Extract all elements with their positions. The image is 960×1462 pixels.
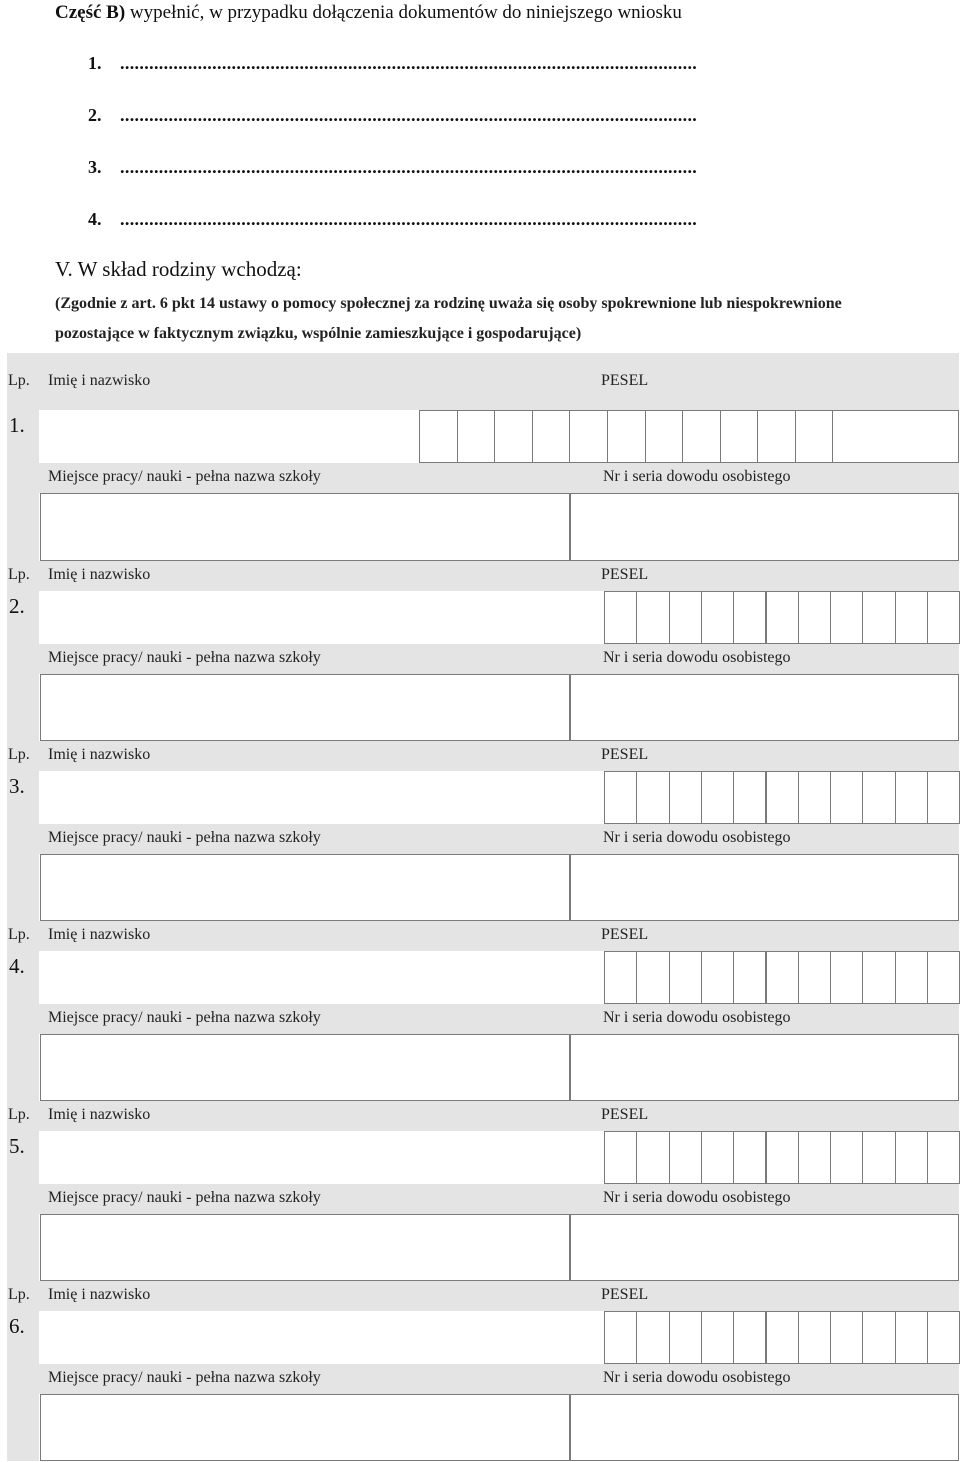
- lp-label: Lp.: [8, 566, 30, 583]
- pesel-digit-box[interactable]: [494, 410, 533, 463]
- attachment-line[interactable]: [88, 104, 697, 126]
- pesel-digit-box[interactable]: [607, 410, 646, 463]
- id-card-label: Nr i seria dowodu osobistego: [603, 829, 791, 846]
- pesel-label: PESEL: [601, 926, 649, 943]
- family-member-block: [7, 1101, 959, 1281]
- pesel-digit-box[interactable]: [669, 591, 702, 644]
- member-number: 4.: [9, 954, 25, 978]
- pesel-digit-box[interactable]: [798, 1311, 831, 1364]
- workplace-label: Miejsce pracy/ nauki - pełna nazwa szkoły: [48, 829, 321, 846]
- family-definition-note: (Zgodnie z art. 6 pkt 14 ustawy o pomocy społecznej za rodzinę uważa się osoby spokrewnione lub niespokrewnione: [55, 295, 842, 312]
- pesel-digit-box[interactable]: [720, 410, 759, 463]
- member-number: 5.: [9, 1134, 25, 1158]
- pesel-digit-box[interactable]: [604, 1311, 637, 1364]
- pesel-digit-box[interactable]: [798, 771, 831, 824]
- name-field[interactable]: [39, 591, 602, 644]
- pesel-digit-box[interactable]: [927, 1311, 960, 1364]
- pesel-digit-box[interactable]: [682, 410, 721, 463]
- pesel-digit-box[interactable]: [569, 410, 608, 463]
- pesel-digit-box[interactable]: [669, 1311, 702, 1364]
- lp-cell: [7, 1214, 39, 1281]
- lp-cell: [7, 674, 39, 741]
- attachment-number: 3.: [88, 157, 102, 177]
- workplace-field[interactable]: [40, 493, 570, 561]
- pesel-digit-box[interactable]: [798, 951, 831, 1004]
- pesel-label: PESEL: [601, 1106, 649, 1123]
- relationship-field[interactable]: [832, 410, 959, 463]
- attachment-line[interactable]: [88, 52, 697, 74]
- pesel-digit-box[interactable]: [645, 410, 684, 463]
- part-b-text: wypełnić, w przypadku dołączenia dokumentów do niniejszego wniosku: [129, 2, 682, 23]
- attachment-line[interactable]: [88, 208, 697, 230]
- pesel-digit-box[interactable]: [895, 951, 928, 1004]
- pesel-digit-box[interactable]: [604, 951, 637, 1004]
- pesel-label: PESEL: [601, 1286, 649, 1303]
- workplace-label: Miejsce pracy/ nauki - pełna nazwa szkoły: [48, 468, 321, 485]
- attachment-dots: .......................................................................................................................: [120, 209, 698, 229]
- pesel-digit-box[interactable]: [895, 771, 928, 824]
- pesel-digit-box[interactable]: [669, 771, 702, 824]
- pesel-digit-box[interactable]: [795, 410, 834, 463]
- pesel-digit-box[interactable]: [733, 951, 766, 1004]
- id-card-field[interactable]: [570, 1034, 959, 1101]
- pesel-digit-box[interactable]: [604, 771, 637, 824]
- part-b-heading: [55, 0, 682, 26]
- attachment-number: 2.: [88, 105, 102, 125]
- pesel-digit-box[interactable]: [669, 1131, 702, 1184]
- lp-cell: [7, 1034, 39, 1101]
- workplace-label: Miejsce pracy/ nauki - pełna nazwa szkoły: [48, 1009, 321, 1026]
- pesel-digit-box[interactable]: [701, 591, 734, 644]
- id-card-field[interactable]: [570, 1214, 959, 1281]
- pesel-digit-box[interactable]: [766, 591, 799, 644]
- id-card-label: Nr i seria dowodu osobistego: [603, 1189, 791, 1206]
- workplace-field[interactable]: [40, 1214, 570, 1281]
- workplace-field[interactable]: [40, 1034, 570, 1101]
- name-field[interactable]: [39, 410, 448, 463]
- pesel-digit-box[interactable]: [927, 591, 960, 644]
- pesel-digit-box[interactable]: [862, 771, 895, 824]
- id-card-field[interactable]: [570, 493, 959, 561]
- workplace-label: Miejsce pracy/ nauki - pełna nazwa szkoły: [48, 1369, 321, 1386]
- pesel-digit-box[interactable]: [766, 771, 799, 824]
- name-label: Imię i nazwisko: [48, 746, 151, 763]
- lp-label: Lp.: [8, 1286, 30, 1303]
- workplace-label: Miejsce pracy/ nauki - pełna nazwa szkoły: [48, 649, 321, 666]
- pesel-digit-box[interactable]: [636, 1131, 669, 1184]
- id-card-field[interactable]: [570, 854, 959, 921]
- name-label: Imię i nazwisko: [48, 566, 151, 583]
- lp-label: Lp.: [8, 372, 30, 389]
- family-member-block: [7, 921, 959, 1101]
- pesel-digit-box[interactable]: [701, 771, 734, 824]
- lp-cell: [7, 493, 39, 561]
- attachment-dots: .......................................................................................................................: [120, 53, 698, 73]
- family-definition-note: pozostające w faktycznym związku, wspólnie zamieszkujące i gospodarujące): [55, 325, 582, 342]
- pesel-digit-box[interactable]: [862, 951, 895, 1004]
- pesel-digit-box[interactable]: [701, 951, 734, 1004]
- part-b-label: Część B): [55, 2, 126, 23]
- name-label: Imię i nazwisko: [48, 1106, 151, 1123]
- family-member-block: [7, 1281, 959, 1461]
- pesel-digit-box[interactable]: [766, 951, 799, 1004]
- pesel-digit-box[interactable]: [733, 1131, 766, 1184]
- pesel-label: PESEL: [601, 746, 649, 763]
- member-number: 6.: [9, 1314, 25, 1338]
- id-card-label: Nr i seria dowodu osobistego: [603, 1009, 791, 1026]
- attachment-dots: .......................................................................................................................: [120, 105, 698, 125]
- workplace-field[interactable]: [40, 674, 570, 741]
- member-number: 1.: [9, 413, 25, 437]
- pesel-digit-box[interactable]: [895, 1311, 928, 1364]
- family-member-block: [7, 741, 959, 921]
- pesel-digit-box[interactable]: [636, 1311, 669, 1364]
- attachment-dots: .......................................................................................................................: [120, 157, 698, 177]
- pesel-digit-box[interactable]: [798, 1131, 831, 1184]
- pesel-digit-box[interactable]: [636, 951, 669, 1004]
- pesel-digit-box[interactable]: [457, 410, 496, 463]
- member-number: 3.: [9, 774, 25, 798]
- id-card-field[interactable]: [570, 1394, 959, 1461]
- lp-cell: [7, 854, 39, 921]
- pesel-digit-box[interactable]: [733, 1311, 766, 1364]
- pesel-label: PESEL: [601, 372, 649, 389]
- name-field[interactable]: [39, 1131, 602, 1184]
- pesel-digit-box[interactable]: [701, 1311, 734, 1364]
- id-card-label: Nr i seria dowodu osobistego: [603, 468, 791, 485]
- name-field[interactable]: [39, 771, 602, 824]
- pesel-digit-box[interactable]: [733, 591, 766, 644]
- name-label: Imię i nazwisko: [48, 372, 151, 389]
- pesel-digit-box[interactable]: [636, 591, 669, 644]
- pesel-label: PESEL: [601, 566, 649, 583]
- attachment-number: 1.: [88, 53, 102, 73]
- pesel-digit-box[interactable]: [862, 1311, 895, 1364]
- pesel-digit-box[interactable]: [862, 1131, 895, 1184]
- pesel-digit-box[interactable]: [766, 1311, 799, 1364]
- pesel-digit-box[interactable]: [830, 1131, 863, 1184]
- name-field[interactable]: [39, 1311, 602, 1364]
- pesel-digit-box[interactable]: [862, 591, 895, 644]
- pesel-digit-box[interactable]: [532, 410, 571, 463]
- pesel-digit-box[interactable]: [927, 1131, 960, 1184]
- pesel-digit-box[interactable]: [766, 1131, 799, 1184]
- workplace-label: Miejsce pracy/ nauki - pełna nazwa szkoły: [48, 1189, 321, 1206]
- pesel-digit-box[interactable]: [701, 1131, 734, 1184]
- lp-cell: [7, 1394, 39, 1461]
- pesel-digit-box[interactable]: [798, 591, 831, 644]
- workplace-field[interactable]: [40, 854, 570, 921]
- pesel-digit-box[interactable]: [830, 951, 863, 1004]
- lp-label: Lp.: [8, 746, 30, 763]
- pesel-digit-box[interactable]: [830, 1311, 863, 1364]
- relationship-header-cell: [832, 353, 959, 410]
- pesel-digit-box[interactable]: [604, 1131, 637, 1184]
- pesel-digit-box[interactable]: [830, 591, 863, 644]
- name-field[interactable]: [39, 951, 602, 1004]
- attachment-number: 4.: [88, 209, 102, 229]
- section-v-title: V. W skład rodziny wchodzą:: [55, 257, 302, 281]
- pesel-digit-box[interactable]: [895, 1131, 928, 1184]
- pesel-digit-box[interactable]: [733, 771, 766, 824]
- pesel-digit-box[interactable]: [419, 410, 458, 463]
- id-card-field[interactable]: [570, 674, 959, 741]
- workplace-field[interactable]: [40, 1394, 570, 1461]
- pesel-digit-box[interactable]: [830, 771, 863, 824]
- family-member-block: [7, 561, 959, 741]
- id-card-label: Nr i seria dowodu osobistego: [603, 1369, 791, 1386]
- pesel-digit-box[interactable]: [895, 591, 928, 644]
- pesel-digit-box[interactable]: [757, 410, 796, 463]
- pesel-digit-box[interactable]: [927, 771, 960, 824]
- name-label: Imię i nazwisko: [48, 1286, 151, 1303]
- lp-label: Lp.: [8, 1106, 30, 1123]
- pesel-digit-box[interactable]: [669, 951, 702, 1004]
- pesel-digit-box[interactable]: [636, 771, 669, 824]
- id-card-label: Nr i seria dowodu osobistego: [603, 649, 791, 666]
- family-member-block: [7, 353, 959, 561]
- pesel-digit-box[interactable]: [604, 591, 637, 644]
- pesel-digit-box[interactable]: [927, 951, 960, 1004]
- lp-label: Lp.: [8, 926, 30, 943]
- name-label: Imię i nazwisko: [48, 926, 151, 943]
- attachment-line[interactable]: [88, 156, 697, 178]
- member-number: 2.: [9, 594, 25, 618]
